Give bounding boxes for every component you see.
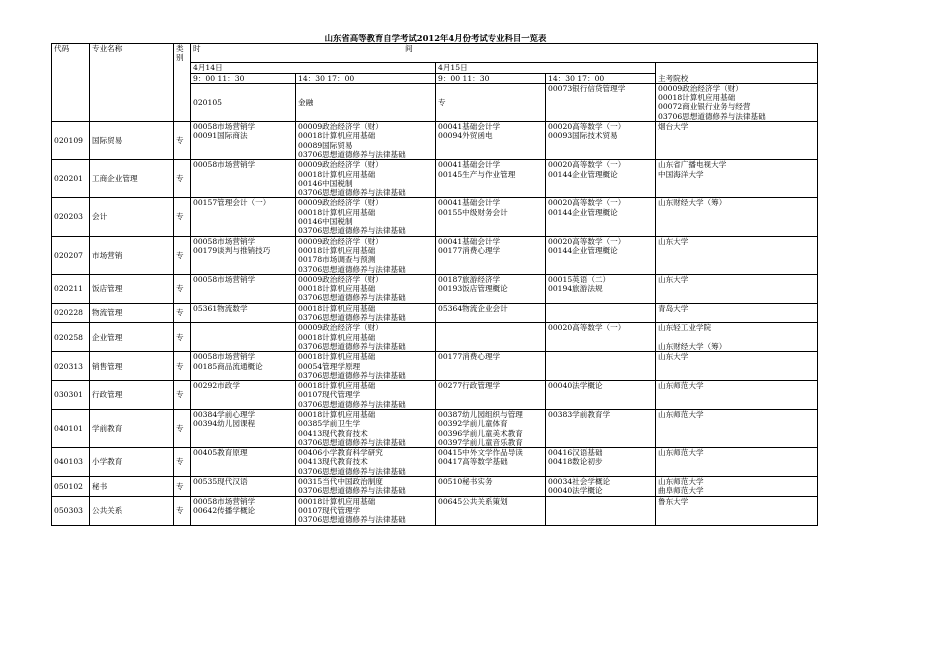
d2-pm-subjects-line: 00383学前教育学 (548, 409, 611, 419)
d1-am-subjects-line: 00058市场营销学 (193, 122, 256, 132)
d2-am-subjects-line: 00387幼儿园组织与管理 (438, 409, 523, 419)
d2-pm-subjects-line: 00194旅游法规 (548, 284, 603, 294)
d1-am-subjects-line: 00394幼儿园课程 (193, 419, 256, 429)
d2-am-subjects (436, 303, 546, 323)
d1-pm-subjects-line: 00018计算机应用基础 (298, 303, 376, 313)
school-list-line: 山东大学 (658, 274, 689, 284)
school-list-line: 山东大学 (658, 236, 689, 246)
header-d2-pm: 14：30 17：00 (546, 73, 656, 83)
major-kind: 专 (174, 236, 191, 274)
d2-pm-subjects (546, 352, 656, 381)
d2-am-subjects-line: 05364物流企业会计 (438, 303, 508, 313)
major-name: 行政管理 (90, 381, 174, 410)
school-list (656, 448, 818, 477)
d2-am-subjects-line: 00396学前儿童美术教育 (438, 428, 523, 438)
d1-pm-subjects-line: 00009政治经济学（财） (298, 160, 383, 170)
table-row (52, 409, 818, 447)
d2-pm-subjects (546, 409, 656, 447)
d2-am-subjects-line: 00041基础会计学 (438, 122, 501, 132)
d1-pm-subjects-line: 00413现代教育技术 (298, 428, 368, 438)
d1-pm-subjects-line: 00009政治经济学（财） (298, 236, 383, 246)
d1-am-subjects-line: 00058市场营销学 (193, 352, 256, 362)
exam-schedule-sheet (51, 34, 817, 526)
table-title: 山东省高等教育自学考试2012年4月份考试专业科目一览表 (52, 34, 818, 44)
d2-pm-subjects-line: 00020高等数学（一） (548, 198, 626, 208)
d2-pm-subjects (546, 496, 656, 525)
d1-pm-subjects-line: 00018计算机应用基础 (298, 496, 376, 506)
major-code: 020201 (52, 160, 90, 198)
d2-am-subjects-line: 00417高等数学基础 (438, 457, 508, 467)
major-kind: 专 (174, 409, 191, 447)
table-row (52, 274, 818, 303)
header-d1-pm: 14：30 17：00 (296, 73, 436, 83)
d1-am-subjects-line: 00535现代汉语 (193, 477, 248, 487)
d1-pm-subjects (296, 409, 436, 447)
d2-pm-subjects-line: 00040法学概论 (548, 381, 603, 391)
d1-pm-subjects-line: 00018计算机应用基础 (298, 332, 376, 342)
school-list (656, 352, 818, 381)
d1-pm-subjects-line: 03706思想道德修养与法律基础 (298, 515, 406, 525)
header-d2-am: 9：00 11：30 (436, 73, 546, 83)
d2-pm-subjects (546, 381, 656, 410)
d1-am-subjects-line: 00058市场营销学 (193, 160, 256, 170)
major-kind: 专 (174, 352, 191, 381)
header-time-shi: 时 (193, 44, 201, 54)
major-kind: 专 (174, 303, 191, 323)
d1-am-subjects-line: 00292市政学 (193, 381, 240, 391)
d1-pm-subjects-line: 00413现代教育技术 (298, 457, 368, 467)
school-list-line: 山东大学 (658, 352, 689, 362)
d2-pm-subjects-line: 00034社会学概论 (548, 477, 611, 487)
d2-am-subjects-line: 00041基础会计学 (438, 160, 501, 170)
header-kind: 类别 (174, 44, 191, 122)
d1-pm-subjects (296, 122, 436, 160)
d2-am-subjects (436, 496, 546, 525)
d1-am-subjects-line: 00384学前心理学 (193, 409, 256, 419)
d1-pm-subjects-line: 03706思想道德修养与法律基础 (298, 313, 406, 323)
d2-am-subjects (436, 352, 546, 381)
d2-am-subjects (436, 477, 546, 497)
d2-am-subjects-line: 00392学前儿童体育 (438, 419, 508, 429)
header-day2: 4月15日 (436, 63, 656, 73)
d2-pm-subjects (546, 477, 656, 497)
major-name: 会计 (90, 198, 174, 236)
d1-pm-subjects-line: 00178市场调查与预测 (298, 255, 376, 265)
d2-am-subjects (436, 122, 546, 160)
d2-am-subjects-line: 00145生产与作业管理 (438, 169, 516, 179)
d2-am-subjects (436, 160, 546, 198)
d1-pm-subjects-line: 00072商业银行业务与经营 (658, 102, 751, 112)
d2-pm-subjects (546, 448, 656, 477)
major-code: 040101 (52, 409, 90, 447)
header-code: 代码 (52, 44, 90, 122)
d2-am-subjects (436, 323, 546, 352)
d1-pm-subjects-line: 00018计算机应用基础 (298, 207, 376, 217)
d1-am-subjects (191, 409, 296, 447)
d1-pm-subjects-line: 00018计算机应用基础 (298, 352, 376, 362)
table-row (52, 303, 818, 323)
d1-am-subjects-line: 00058市场营销学 (193, 274, 256, 284)
major-code: 020313 (52, 352, 90, 381)
major-kind: 专 (174, 198, 191, 236)
header-d1-am: 9：00 11：30 (191, 73, 296, 83)
school-list (656, 303, 818, 323)
header-time-jian: 间 (405, 44, 413, 54)
d1-am-subjects (191, 448, 296, 477)
major-name: 学前教育 (90, 409, 174, 447)
d1-am-subjects-line: 00157管理会计（一） (193, 198, 271, 208)
d1-pm-subjects-line: 00018计算机应用基础 (298, 131, 376, 141)
table-row (52, 381, 818, 410)
d1-pm-subjects-line: 03706思想道德修养与法律基础 (298, 264, 406, 274)
d1-am-subjects-line: 00405教育原理 (193, 448, 248, 458)
d2-am-subjects (436, 236, 546, 274)
d2-am-subjects-line: 00187旅游经济学 (438, 274, 501, 284)
major-code: 050102 (52, 477, 90, 497)
d1-pm-subjects-line: 00018计算机应用基础 (298, 169, 376, 179)
d1-am-subjects-line: 00179谈判与推销技巧 (193, 245, 271, 255)
school-list (656, 323, 818, 352)
d1-pm-subjects (296, 352, 436, 381)
major-kind: 专 (174, 160, 191, 198)
d1-pm-subjects-line: 00009政治经济学（财） (298, 198, 383, 208)
d1-pm-subjects-line: 00107现代管理学 (298, 505, 361, 515)
d1-pm-subjects (296, 381, 436, 410)
d1-am-subjects (191, 381, 296, 410)
d1-pm-subjects-line: 00315当代中国政治制度 (298, 477, 383, 487)
d2-pm-subjects (546, 160, 656, 198)
d2-pm-subjects-line: 00144企业管理概论 (548, 169, 618, 179)
major-kind: 专 (174, 122, 191, 160)
d1-pm-subjects-line: 03706思想道德修养与法律基础 (298, 437, 406, 447)
d1-pm-subjects-line: 03706思想道德修养与法律基础 (298, 149, 406, 159)
d1-pm-subjects-line: 00018计算机应用基础 (298, 245, 376, 255)
school-list-line: 中国海洋大学 (658, 169, 704, 179)
header-day1: 4月14日 (191, 63, 436, 73)
d2-pm-subjects-line: 00020高等数学（一） (548, 323, 626, 333)
d1-pm-subjects-line: 00009政治经济学（财） (658, 83, 743, 93)
d1-pm-subjects-line: 00107现代管理学 (298, 390, 361, 400)
header-time (191, 44, 818, 63)
d2-am-subjects (436, 409, 546, 447)
header-major: 专业名称 (90, 44, 174, 122)
d2-am-subjects-line: 00415中外文学作品导读 (438, 448, 523, 458)
d1-pm-subjects-line: 03706思想道德修养与法律基础 (298, 341, 406, 351)
d1-am-subjects (191, 323, 296, 352)
d1-pm-subjects (296, 303, 436, 323)
major-code: 020105 (191, 83, 296, 121)
d1-pm-subjects-line: 00018计算机应用基础 (658, 93, 736, 103)
d1-pm-subjects (296, 448, 436, 477)
d1-am-subjects (191, 477, 296, 497)
d1-pm-subjects-line: 00089国际贸易 (298, 140, 353, 150)
d1-pm-subjects-line: 00018计算机应用基础 (298, 284, 376, 294)
d1-am-subjects (191, 303, 296, 323)
d2-pm-subjects-line: 00418数论初步 (548, 457, 603, 467)
major-name: 销售管理 (90, 352, 174, 381)
school-list (656, 477, 818, 497)
d2-am-subjects (436, 198, 546, 236)
school-list-line: 山东师范大学 (658, 409, 704, 419)
d1-pm-subjects-line: 00009政治经济学（财） (298, 274, 383, 284)
school-list-line: 山东财经大学（筹） (658, 341, 727, 351)
major-name: 市场营销 (90, 236, 174, 274)
d1-am-subjects (191, 496, 296, 525)
d2-am-subjects-line: 00155中级财务会计 (438, 207, 508, 217)
d2-am-subjects-line: 00177消费心理学 (438, 245, 501, 255)
d1-pm-subjects-line: 00009政治经济学（财） (298, 323, 383, 333)
table-row (52, 122, 818, 160)
d1-pm-subjects-line: 03706思想道德修养与法律基础 (298, 293, 406, 303)
d2-pm-subjects (546, 236, 656, 274)
d1-pm-subjects-line: 00054管理学原理 (298, 361, 361, 371)
d1-pm-subjects-line: 03706思想道德修养与法律基础 (298, 486, 406, 496)
table-row (52, 323, 818, 352)
major-code: 040103 (52, 448, 90, 477)
major-kind: 专 (174, 323, 191, 352)
d2-am-subjects-line: 00193饭店管理概论 (438, 284, 508, 294)
major-name: 金融 (296, 83, 436, 121)
exam-table (51, 34, 818, 526)
d1-pm-subjects (296, 496, 436, 525)
school-list-line: 山东师范大学 (658, 381, 704, 391)
table-row (52, 160, 818, 198)
d1-am-subjects (546, 83, 656, 121)
d1-pm-subjects-line: 00009政治经济学（财） (298, 122, 383, 132)
school-list-line: 山东省广播电视大学 (658, 160, 727, 170)
d1-pm-subjects (296, 198, 436, 236)
d1-pm-subjects-line: 00146中国税制 (298, 217, 353, 227)
d1-am-subjects (191, 160, 296, 198)
d2-pm-subjects (546, 274, 656, 303)
d1-pm-subjects-line: 00018计算机应用基础 (298, 409, 376, 419)
d1-pm-subjects (296, 274, 436, 303)
school-list (656, 198, 818, 236)
school-list (656, 160, 818, 198)
title-row (52, 34, 818, 44)
school-list (656, 496, 818, 525)
school-list-line: 山东财经大学（筹） (658, 198, 727, 208)
major-code: 050303 (52, 496, 90, 525)
major-name: 工商企业管理 (90, 160, 174, 198)
table-row (52, 352, 818, 381)
d2-pm-subjects (546, 122, 656, 160)
d1-am-subjects (191, 352, 296, 381)
d2-pm-subjects-line: 00015英语（二） (548, 274, 611, 284)
school-list (656, 409, 818, 447)
school-list (656, 236, 818, 274)
d1-pm-subjects-line: 03706思想道德修养与法律基础 (298, 226, 406, 236)
d1-pm-subjects (296, 323, 436, 352)
major-name: 小学教育 (90, 448, 174, 477)
d2-am-subjects-line: 00397学前儿童音乐教育 (438, 437, 523, 447)
major-code: 020228 (52, 303, 90, 323)
d2-am-subjects-line: 00177消费心理学 (438, 352, 501, 362)
d1-pm-subjects (656, 83, 818, 121)
major-name: 饭店管理 (90, 274, 174, 303)
major-code: 020207 (52, 236, 90, 274)
major-name: 国际贸易 (90, 122, 174, 160)
major-name: 企业管理 (90, 323, 174, 352)
d2-pm-subjects-line: 00040法学概论 (548, 486, 603, 496)
table-row (52, 236, 818, 274)
d1-am-subjects (191, 236, 296, 274)
major-kind: 专 (174, 448, 191, 477)
school-list-line: 青岛大学 (658, 303, 689, 313)
d1-pm-subjects-line: 00406小学教育科学研究 (298, 448, 383, 458)
d2-am-subjects (436, 274, 546, 303)
d2-pm-subjects (546, 303, 656, 323)
major-kind: 专 (174, 477, 191, 497)
school-list-line: 山东师范大学 (658, 477, 704, 487)
major-code: 030301 (52, 381, 90, 410)
school-list (656, 274, 818, 303)
header-row-1 (52, 44, 818, 63)
table-row (52, 477, 818, 497)
d1-am-subjects-line: 05361物流数学 (193, 303, 248, 313)
d1-am-subjects-line: 00091国际商法 (193, 131, 248, 141)
d2-am-subjects-line: 00510秘书实务 (438, 477, 493, 487)
d1-pm-subjects (296, 236, 436, 274)
d1-am-subjects-line: 00058市场营销学 (193, 496, 256, 506)
major-code: 020258 (52, 323, 90, 352)
table-row (52, 448, 818, 477)
major-code: 020203 (52, 198, 90, 236)
d1-pm-subjects-line: 03706思想道德修养与法律基础 (298, 370, 406, 380)
major-kind: 专 (436, 83, 546, 121)
d1-am-subjects (191, 122, 296, 160)
d2-pm-subjects-line: 00093国际技术贸易 (548, 131, 618, 141)
d1-pm-subjects-line: 03706思想道德修养与法律基础 (298, 399, 406, 409)
d1-pm-subjects-line: 03706思想道德修养与法律基础 (658, 111, 766, 121)
table-row (52, 496, 818, 525)
d2-am-subjects (436, 448, 546, 477)
d1-am-subjects-line: 00073银行信贷管理学 (548, 83, 626, 93)
d1-am-subjects (191, 274, 296, 303)
d2-pm-subjects-line: 00144企业管理概论 (548, 245, 618, 255)
school-list-line: 山东师范大学 (658, 448, 704, 458)
d2-pm-subjects-line: 00416汉语基础 (548, 448, 603, 458)
d1-am-subjects-line: 00642传播学概论 (193, 505, 256, 515)
major-code: 020109 (52, 122, 90, 160)
school-list-line: 烟台大学 (658, 122, 689, 132)
header-school: 主考院校 (656, 63, 818, 84)
d2-pm-subjects-line: 00144企业管理概论 (548, 207, 618, 217)
table-row (52, 198, 818, 236)
school-list-line: 山东轻工业学院 (658, 323, 712, 333)
d2-am-subjects-line: 00041基础会计学 (438, 198, 501, 208)
d1-pm-subjects-line: 00385学前卫生学 (298, 419, 361, 429)
d2-pm-subjects (546, 198, 656, 236)
d2-am-subjects-line: 00645公共关系策划 (438, 496, 508, 506)
school-list-line (658, 333, 817, 342)
school-list-line: 鲁东大学 (658, 496, 689, 506)
major-code: 020211 (52, 274, 90, 303)
d2-am-subjects-line: 00041基础会计学 (438, 236, 501, 246)
d1-pm-subjects-line: 03706思想道德修养与法律基础 (298, 188, 406, 198)
d2-pm-subjects (546, 323, 656, 352)
d2-am-subjects-line: 00094外贸函电 (438, 131, 493, 141)
school-list (656, 381, 818, 410)
d2-am-subjects-line: 00277行政管理学 (438, 381, 501, 391)
d1-pm-subjects-line: 03706思想道德修养与法律基础 (298, 466, 406, 476)
d1-am-subjects-line: 00185商品流通概论 (193, 361, 263, 371)
major-name: 公共关系 (90, 496, 174, 525)
d1-am-subjects (191, 198, 296, 236)
d1-pm-subjects (296, 160, 436, 198)
d2-pm-subjects-line: 00020高等数学（一） (548, 236, 626, 246)
major-kind: 专 (174, 381, 191, 410)
major-kind: 专 (174, 496, 191, 525)
d1-pm-subjects (296, 477, 436, 497)
major-name: 物流管理 (90, 303, 174, 323)
d2-am-subjects (436, 381, 546, 410)
school-list-line: 曲阜师范大学 (658, 486, 704, 496)
major-name: 秘书 (90, 477, 174, 497)
school-list (656, 122, 818, 160)
major-kind: 专 (174, 274, 191, 303)
d2-pm-subjects-line: 00020高等数学（一） (548, 160, 626, 170)
d1-pm-subjects-line: 00018计算机应用基础 (298, 381, 376, 391)
d1-am-subjects-line: 00058市场营销学 (193, 236, 256, 246)
d1-pm-subjects-line: 00146中国税制 (298, 178, 353, 188)
d2-pm-subjects-line: 00020高等数学（一） (548, 122, 626, 132)
